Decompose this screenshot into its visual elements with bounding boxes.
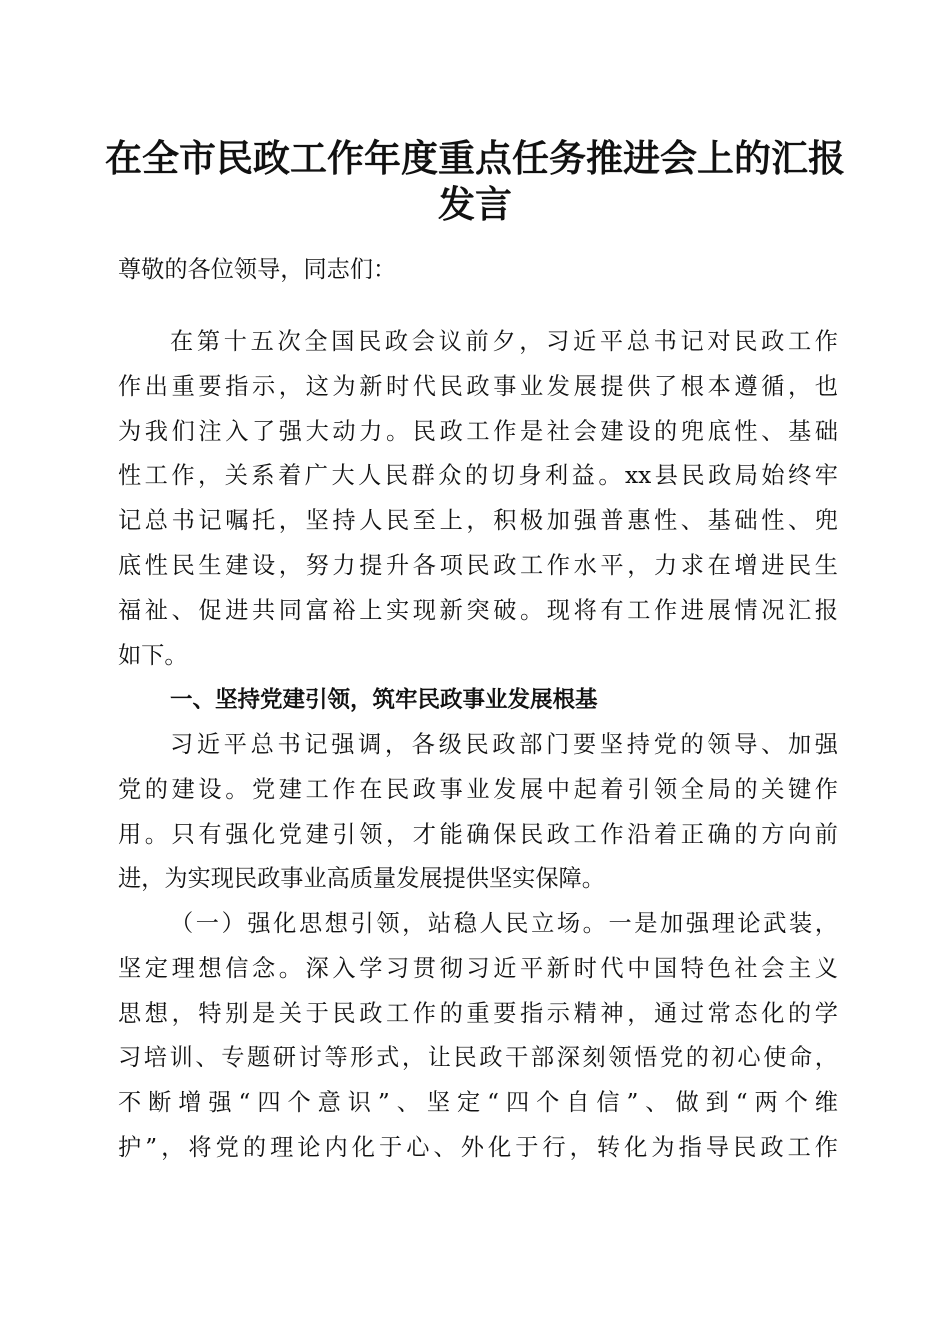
paragraph-line: 用。只有强化党建引领，才能确保民政工作沿着正确的方向前 [118, 820, 838, 848]
paragraph-line: （一）强化思想引领，站稳人民立场。一是加强理论武装， [170, 910, 838, 937]
paragraph-line: 福祉、促进共同富裕上实现新突破。现将有工作进展情况汇报 [118, 596, 838, 624]
paragraph-line: 思想，特别是关于民政工作的重要指示精神，通过常态化的学 [118, 999, 838, 1027]
section-heading-text: 一、坚持党建引领，筑牢民政事业发展根基 [170, 687, 598, 713]
paragraph-line: 护”，将党的理论内化于心、外化于行，转化为指导民政工作 [118, 1133, 838, 1161]
paragraph-line: 进，为实现民政事业高质量发展提供坚实保障。 [118, 865, 605, 893]
document-title-line-2: 发言 [438, 182, 512, 226]
paragraph-intro [118, 320, 838, 678]
paragraph-line: 在第十五次全国民政会议前夕，习近平总书记对民政工作 [170, 328, 838, 355]
document-title-line-1: 在全市民政工作年度重点任务推进会上的汇报 [105, 136, 845, 180]
paragraph-ideological-guidance [118, 902, 838, 1171]
salutation-text: 尊敬的各位领导，同志们： [118, 256, 397, 283]
paragraph-line: 为我们注入了强大动力。民政工作是社会建设的兜底性、基础 [118, 417, 838, 445]
paragraph-line: 坚定理想信念。深入学习贯彻习近平新时代中国特色社会主义 [118, 954, 838, 982]
paragraph-line: 不断增强“四个意识”、坚定“四个自信”、做到“两个维 [118, 1089, 838, 1117]
paragraph-line: 如下。 [118, 641, 188, 669]
paragraph-party-building [118, 723, 838, 902]
salutation [118, 248, 838, 293]
paragraph-line: 习培训、专题研讨等形式，让民政干部深刻领悟党的初心使命， [118, 1044, 838, 1072]
paragraph-line: 习近平总书记强调，各级民政部门要坚持党的领导、加强 [170, 731, 838, 758]
paragraph-line: 党的建设。党建工作在民政事业发展中起着引领全局的关键作 [118, 775, 838, 803]
paragraph-line: 记总书记嘱托，坚持人民至上，积极加强普惠性、基础性、兜 [118, 507, 838, 535]
paragraph-line: 底性民生建设，努力提升各项民政工作水平，力求在增进民生 [118, 551, 838, 579]
paragraph-line: 性工作，关系着广大人民群众的切身利益。xx县民政局始终牢 [118, 462, 838, 490]
section-heading-1 [118, 678, 838, 723]
paragraph-line: 作出重要指示，这为新时代民政事业发展提供了根本遵循，也 [118, 372, 838, 400]
